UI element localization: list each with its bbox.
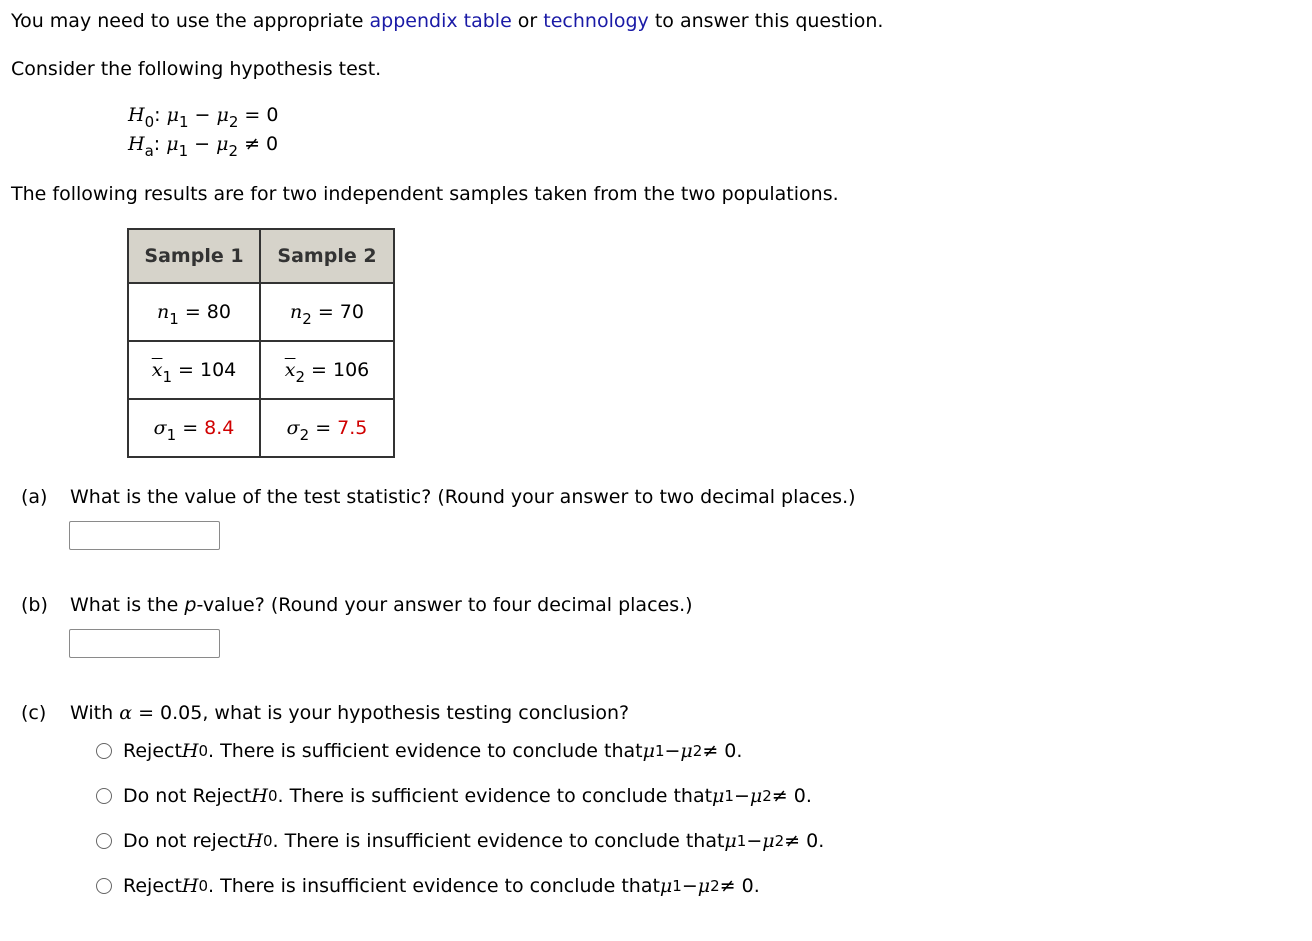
alternative-hypothesis: $H_a$: $\mu_1 - \mu_2 \ne 0$ [128,133,279,160]
p-value-input[interactable] [69,629,220,658]
question-c-text: With α = 0.05, what is your hypothesis testing conclusion? [70,702,630,724]
samples-table [127,228,395,458]
sigma1-cell: $\sigma_1 = 8.4$ [128,399,260,457]
test-statistic-input[interactable] [69,521,220,550]
x1-cell: $\overline{x}_1 = 104$ [128,341,260,399]
sample-2-header: Sample 2 [260,229,394,283]
question-b-label: (b) [21,594,48,616]
null-hypothesis: $H_0$: $\mu_1 - \mu_2 = 0$ [128,104,279,131]
question-a-label: (a) [21,486,48,508]
question-a-text: What is the value of the test statistic? (Round your answer to two decimal places.) [70,486,856,508]
question-b-text: What is the p-value? (Round your answer to four decimal places.) [70,594,693,616]
n1-cell: $n_1 = 80$ [128,283,260,341]
radio-button[interactable] [96,878,112,894]
x2-cell: $\overline{x}_2 = 106$ [260,341,394,399]
sigma2-cell: $\sigma_2 = 7.5$ [260,399,394,457]
appendix-table-link[interactable]: appendix table [369,10,512,32]
results-intro-text: The following results are for two independent samples taken from the two populations. [11,183,839,205]
option-do-not-reject-sufficient[interactable]: Do not Reject H 0 . There is sufficient evidence to conclude that μ 1 − μ 2 ≠ 0. [96,785,812,807]
instructions-line: You may need to use the appropriate appendix table or technology to answer this question. [11,10,884,32]
sample-1-header: Sample 1 [128,229,260,283]
radio-button[interactable] [96,788,112,804]
option-do-not-reject-insufficient[interactable]: Do not reject H 0 . There is insufficient evidence to conclude that μ 1 − μ 2 ≠ 0. [96,830,824,852]
consider-text: Consider the following hypothesis test. [11,58,382,80]
radio-button[interactable] [96,833,112,849]
n2-cell: $n_2 = 70$ [260,283,394,341]
radio-button[interactable] [96,743,112,759]
technology-link[interactable]: technology [543,10,649,32]
option-reject-insufficient[interactable]: Reject H 0 . There is insufficient evidence to conclude that μ 1 − μ 2 ≠ 0. [96,875,760,897]
question-c-label: (c) [21,702,47,724]
option-reject-sufficient[interactable]: Reject H 0 . There is sufficient evidence to conclude that μ 1 − μ 2 ≠ 0. [96,740,742,762]
